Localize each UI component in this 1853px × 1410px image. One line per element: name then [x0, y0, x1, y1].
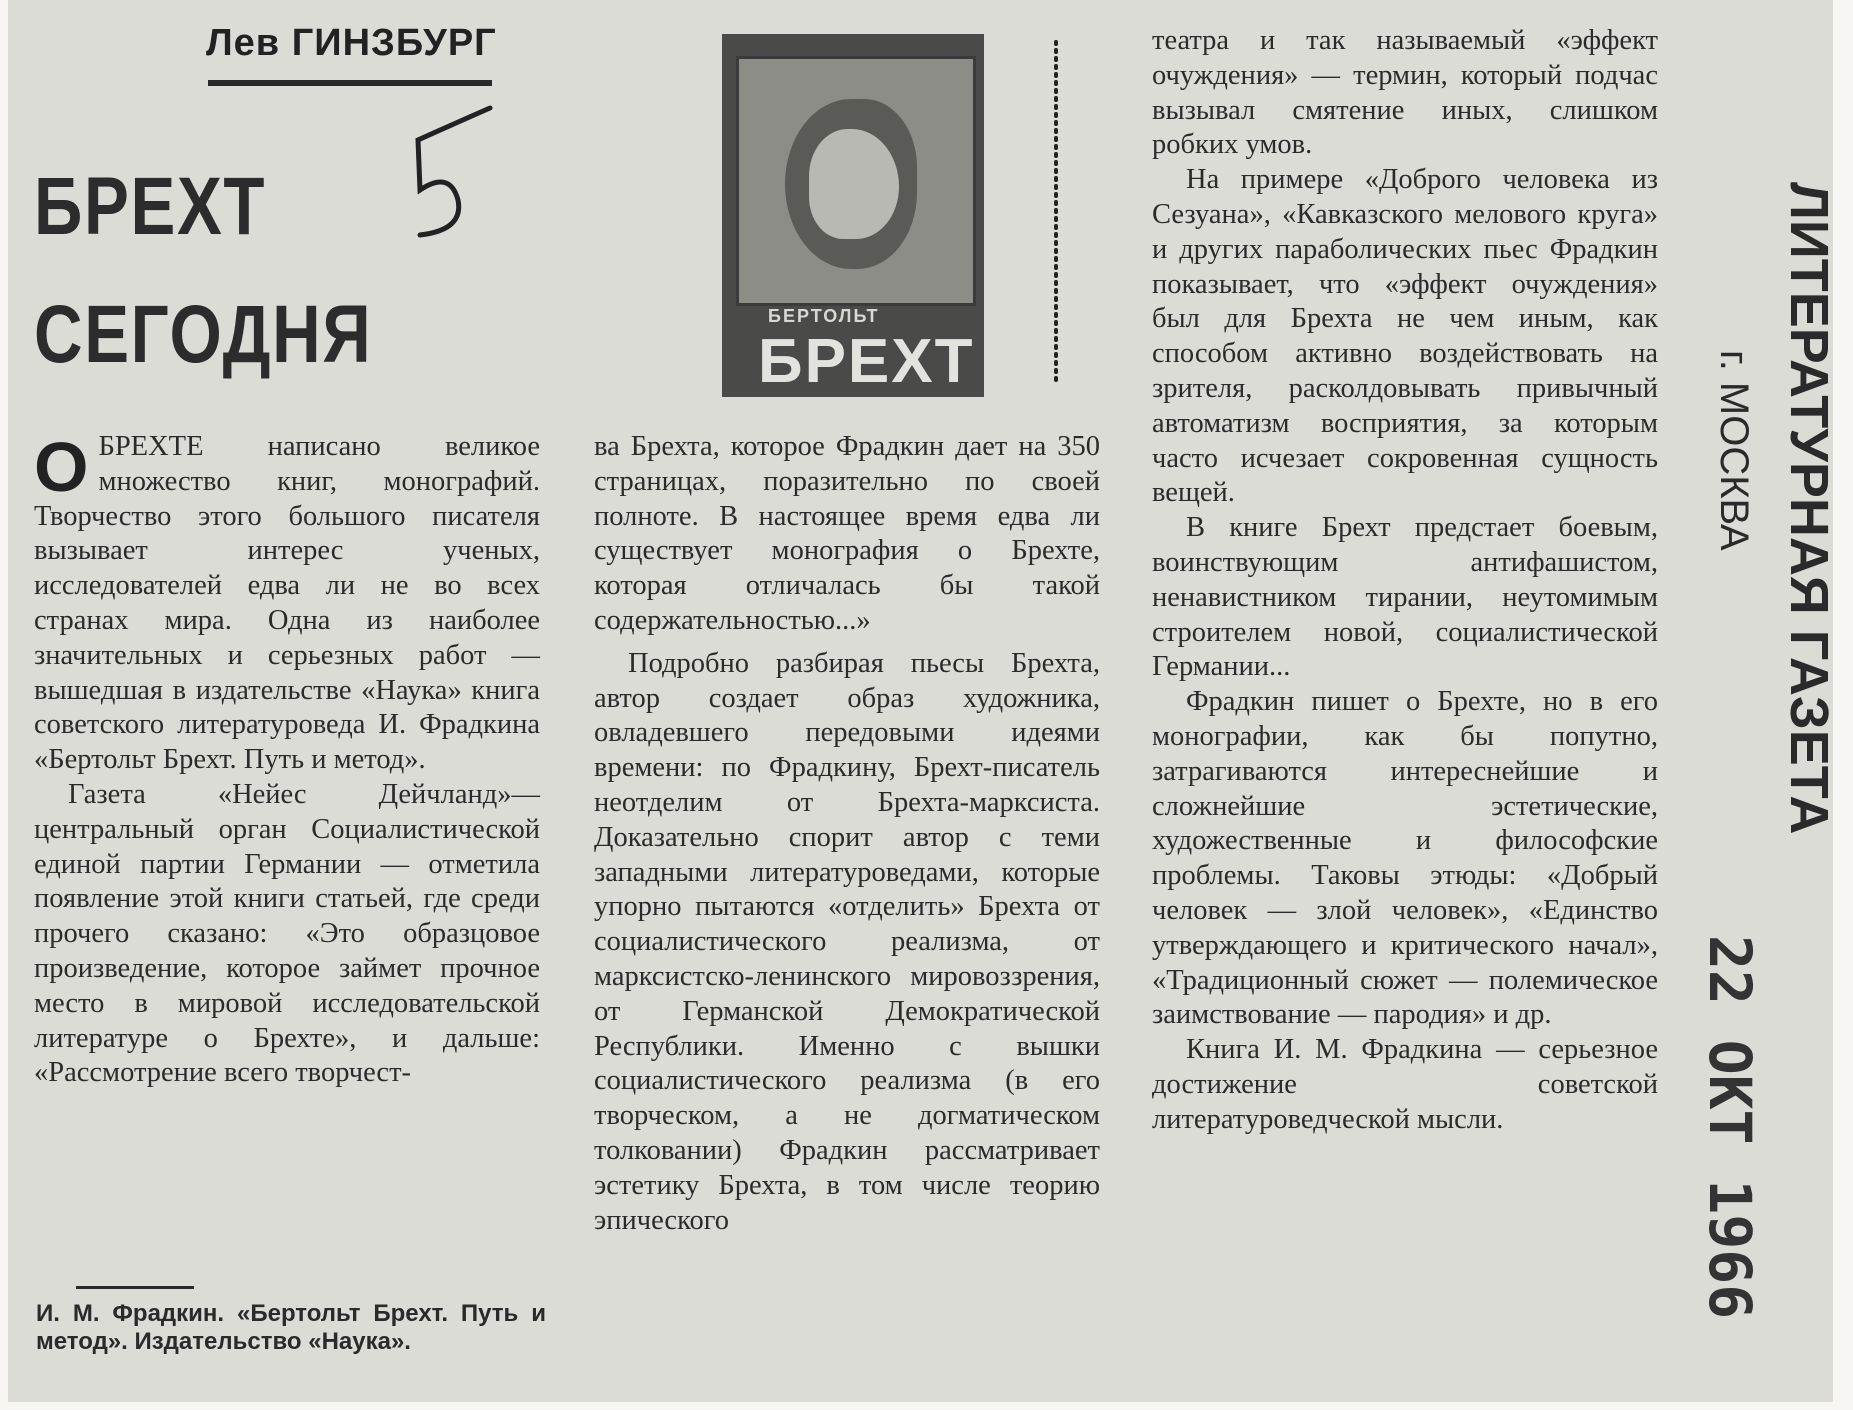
- headline-line-1: БРЕХТ: [34, 161, 267, 252]
- article-column-3: [1152, 24, 1658, 1138]
- article-column-2: [594, 430, 1100, 1238]
- footnote-separator: [76, 1286, 194, 1289]
- book-cover-image: [722, 34, 984, 397]
- decorative-dotted-rule: [1048, 38, 1064, 388]
- cover-small-title: БЕРТОЛЬТ: [768, 306, 880, 326]
- col1-paragraph-2: Газета «Нейес Дейчланд»— центральный орган Социалистической единой партии Германии — отметила появление этой книги статьей, где среди прочего сказано: «Это образцовое произведение, которое займет прочное место в мировой исследовательской литературе о Брехте», и дальше: «Рассмотрение всего творчест-: [34, 778, 540, 1089]
- drop-cap: О: [34, 428, 89, 506]
- handwritten-number: [400, 100, 500, 240]
- city-stamp: г. МОСКВА: [1712, 350, 1756, 551]
- col1-paragraph-1: БРЕХТЕ написано великое множество книг, монографий. Творчество этого большого писателя вызывает интерес ученых, исследователей едва ли не во всех странах мира. Одна из наиболее значительных и серьезных работ — вышедшая в издательстве «Наука» книга советского литературоведа И. Фрадкина «Бертольт Брехт. Путь и метод».: [34, 431, 540, 776]
- cover-portrait: [736, 56, 976, 306]
- col2-paragraph-2: Подробно разбирая пьесы Брехта, автор создает образ художника, овладевшего передовыми идеями времени: по Фрадкину, Брехт-писатель неотделим от Брехта-марксиста. Доказательно спорит автор с теми западными литературоведами, которые упорно пытаются «отделить» Брехта от социалистического реализма, от марксистско-ленинского мировоззрения, от Германской Демократической Республики. Именно с вышки социалистического реализма (в его творческом, а не догматическом толковании) Фрадкин рассматривает эстетику Брехта, в том числе теорию эпического: [594, 647, 1100, 1236]
- author-byline: Лев ГИНЗБУРГ: [206, 22, 497, 64]
- col3-paragraph-3: В книге Брехт предстает боевым, воинствующим антифашистом, ненавистником тирании, неутомимым строителем новой, социалистической Германии...: [1152, 512, 1658, 683]
- footnote: И. М. Фрадкин. «Бертольт Брехт. Путь и метод». Издательство «Наука».: [36, 1300, 546, 1355]
- headline-line-2: СЕГОДНЯ: [34, 289, 373, 380]
- col3-paragraph-2: На примере «Доброго человека из Сезуана», «Кавказского мелового круга» и других параболических пьес Фрадкин показывает, что «эффект очуждения» был для Брехта не чем иным, как способом активно воздействовать на зрителя, расколдовывать привычный автоматизм восприятия, за которым часто исчезает сокровенная сущность вещей.: [1152, 164, 1658, 509]
- byline-underline: [208, 80, 492, 86]
- cover-title: БРЕХТ: [758, 327, 975, 396]
- date-stamp: 22 ОКТ 1966: [1696, 935, 1764, 1320]
- newspaper-masthead: ЛИТЕРАТУРНАЯ ГАЗЕТА: [1779, 182, 1839, 835]
- col3-paragraph-4: Фрадкин пишет о Брехте, но в его монографии, как бы попутно, затрагиваются интереснейшие и сложнейшие эстетические, художественные и философские проблемы. Таковы этюды: «Добрый человек — злой человек», «Единство утверждающего и критического начал», «Традиционный сюжет — полемическое заимствование — пародия» и др.: [1152, 686, 1658, 1031]
- col3-paragraph-1: театра и так называемый «эффект очуждения» — термин, который подчас вызывал смятение иных, слишком робких умов.: [1152, 25, 1658, 161]
- col3-paragraph-5: Книга И. М. Фрадкина — серьезное достижение советской литературоведческой мысли.: [1152, 1034, 1658, 1135]
- article-column-1: [34, 430, 540, 1091]
- col2-paragraph-1: ва Брехта, которое Фрадкин дает на 350 страницах, поразительно по своей полноте. В настоящее время едва ли существует монография о Брехте, которая отличалась бы такой содержательностью...»: [594, 431, 1100, 636]
